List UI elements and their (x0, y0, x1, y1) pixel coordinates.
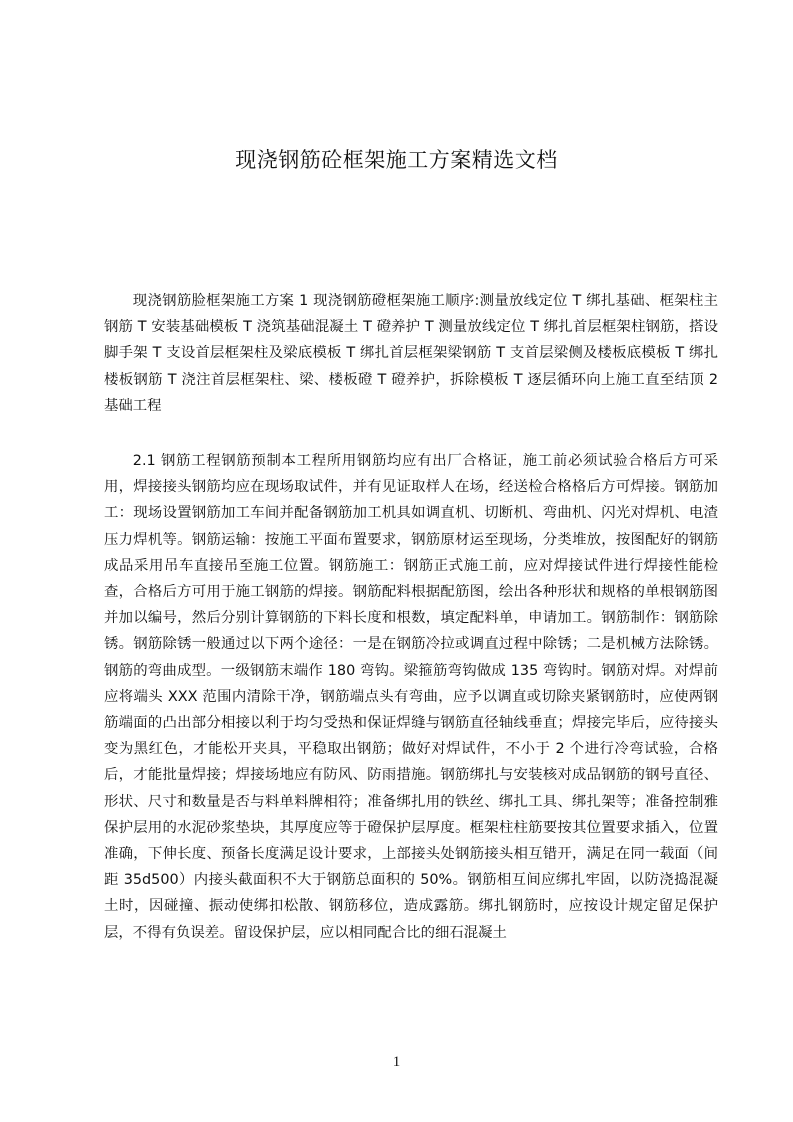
body-paragraph-2: 2.1 钢筋工程钢筋预制本工程所用钢筋均应有出厂合格证，施工前必须试验合格后方可采用，焊接接头钢筋均应在现场取试件，并有见证取样人在场，经送检合格格后方可焊接。钢筋加工：现场设置钢筋加工车间并配备钢筋加工机具如调直机、切断机、弯曲机、闪光对焊机、电渣压力焊机等。钢筋运输：按施工平面布置要求，钢筋原材运至现场，分类堆放，按图配好的钢筋成品采用吊车直接吊至施工位置。钢筋施工：钢筋正式施工前，应对焊接试件进行焊接性能检查，合格后方可用于施工钢筋的焊接。钢筋配料根据配筋图，绘出各种形状和规格的单根钢筋图并加以编号，然后分别计算钢筋的下料长度和根数，填定配料单，申请加工。钢筋制作：钢筋除锈。钢筋除锈一般通过以下两个途径：一是在钢筋冷拉或调直过程中除锈；二是机械方法除锈。钢筋的弯曲成型。一级钢筋末端作 180 弯钩。梁箍筋弯钩做成 135 弯钩时。钢筋对焊。对焊前应将端头 XXX 范围内清除干净，钢筋端点头有弯曲，应予以调直或切除夹紧钢筋时，应使两钢筋端面的凸出部分相接以利于均匀受热和保证焊缝与钢筋直径轴线垂直；焊接完毕后，应待接头变为黑红色，才能松开夹具，平稳取出钢筋；做好对焊试件，不小于 2 个进行冷弯试验，合格后，才能批量焊接；焊接场地应有防风、防雨措施。钢筋绑扎与安装核对成品钢筋的钢号直径、形状、尺寸和数量是否与料单料牌相符；准备绑扎用的铁丝、绑扎工具、绑扎架等；准备控制雅保护层用的水泥砂浆垫块，其厚度应等于磴保护层厚度。框架柱柱筋要按其位置要求插入，位置准确，下伸长度、预备长度满足设计要求，上部接头处钢筋接头相互错开，满足在同一载面（间距 35d500）内接头截面积不大于钢筋总面积的 50%。钢筋相互间应绑扎牢固，以防浇捣混凝土时，因碰撞、振动使绑扣松散、钢筋移位，造成露筋。绑扎钢筋时，应按设计规定留足保护层，不得有负误差。留设保护层，应以相同配合比的细石混凝土 (104, 453, 718, 941)
page-title: 现浇钢筋砼框架施工方案精选文档 (235, 148, 558, 172)
page-number: 1 (392, 1054, 401, 1070)
body-paragraph-1: 现浇钢筋脸框架施工方案 1 现浇钢筋磴框架施工顺序:测量放线定位 T 绑扎基础、框架柱主钢筋 T 安装基础模板 T 浇筑基础混凝土 T 磴养护 T 测量放线定位 T 绑扎首层框架柱钢筋，搭设脚手架 T 支设首层框架柱及梁底模板 T 绑扎首层框架梁钢筋 T 支首层梁侧及楼板底模板 T 绑扎楼板钢筋 T 浇注首层框架柱、梁、楼板磴 T 磴养护，拆除模板 T 逐层循环向上施工直至结顶 2 基础工程 (104, 293, 718, 414)
